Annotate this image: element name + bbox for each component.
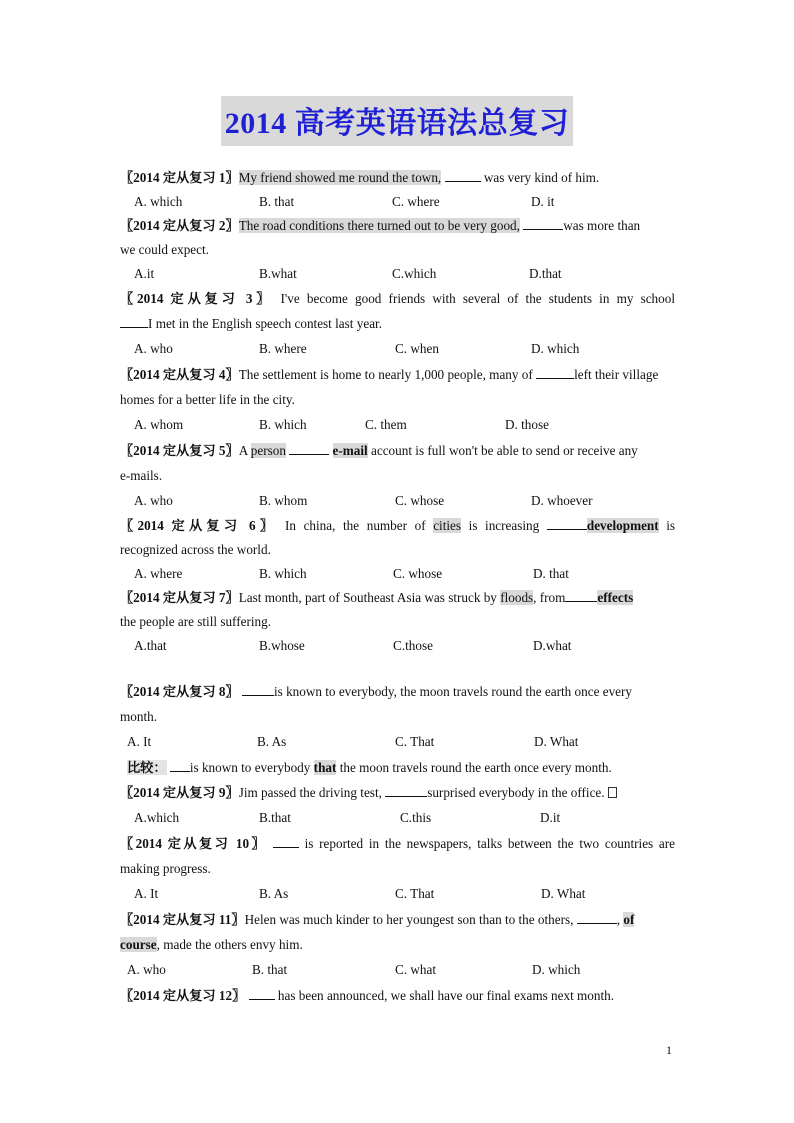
option-a: A. It <box>134 886 159 901</box>
highlight-word: floods <box>500 590 534 605</box>
question-5 <box>120 441 638 461</box>
option-d: D. which <box>532 962 581 977</box>
question-text: has been announced, we shall have our final exams next month. <box>277 988 615 1003</box>
answer-blank <box>242 683 274 696</box>
question-text: The settlement is home to nearly 1,000 people, many of <box>238 367 533 382</box>
question-text-cont <box>120 314 382 334</box>
question-text-cont: we could expect. <box>120 242 209 257</box>
option-b: B. which <box>259 417 307 432</box>
question-11: 〖2014 定从复习 11〗Helen was much kinder to her youngest son than to the others, , of <box>120 912 635 927</box>
option-d: D. whoever <box>531 493 593 508</box>
highlight-word: development <box>586 518 659 533</box>
option-c: C. whose <box>393 566 443 581</box>
answer-blank <box>547 517 587 530</box>
page-number: 1 <box>666 1043 672 1057</box>
question-tag: 〖2014 定从复习 6〗 <box>120 518 278 533</box>
answer-blank <box>120 315 148 328</box>
option-a: A. who <box>134 493 173 508</box>
question-text-cont: e-mails. <box>120 468 163 483</box>
option-b: B. that <box>252 962 288 977</box>
question-text: Helen was much kinder to her youngest son than to the others, <box>244 912 574 927</box>
question-text: The road conditions there turned out to be very good, <box>238 218 520 233</box>
answer-blank <box>249 987 275 1000</box>
option-b: B. which <box>259 566 307 581</box>
highlight-word: of <box>623 912 635 927</box>
question-text: is known to everybody, the moon travels round the earth once every <box>273 684 633 699</box>
question-8 <box>120 682 632 702</box>
option-a: A. who <box>127 962 166 977</box>
answer-blank <box>445 169 481 182</box>
question-10 <box>120 834 675 854</box>
answer-blank <box>523 217 563 230</box>
question-tag: 〖2014 定从复习 9〗 <box>120 785 239 800</box>
question-tag: 〖2014 定从复习 1〗 <box>120 170 239 185</box>
option-d: D. which <box>531 341 580 356</box>
option-b: B.that <box>259 810 291 825</box>
option-d: D. it <box>531 194 555 209</box>
option-d: D. What <box>541 886 586 901</box>
question-text: was very kind of him. <box>483 170 600 185</box>
question-2 <box>120 216 640 236</box>
highlight-word: effects <box>597 590 634 605</box>
option-d: D.that <box>529 266 562 281</box>
option-d: D. those <box>505 417 549 432</box>
question-7 <box>120 588 633 608</box>
question-text: is known to everybody <box>189 760 311 775</box>
question-text: the moon travels round the earth once every month. <box>339 760 612 775</box>
highlight-word: e-mail <box>332 443 368 458</box>
question-1 <box>120 168 599 188</box>
answer-blank <box>289 442 329 455</box>
question-text-cont: recognized across the world. <box>120 542 271 557</box>
option-b: B. that <box>259 194 295 209</box>
option-c: C. when <box>395 341 439 356</box>
question-text: surprised everybody in the office. <box>427 785 605 800</box>
option-a: A. whom <box>134 417 184 432</box>
option-c: C. where <box>392 194 440 209</box>
question-text: is increasing <box>468 518 540 533</box>
option-d: D. that <box>533 566 569 581</box>
question-text: Last month, part of Southeast Asia was struck by <box>238 590 497 605</box>
question-text: , from <box>533 590 566 605</box>
question-tag: 〖2014 定从复习 8〗 <box>120 684 239 699</box>
answer-blank <box>170 759 190 772</box>
question-text: is reported in the newspapers, talks between the two countries are <box>304 836 676 851</box>
question-text: In china, the number of <box>284 518 426 533</box>
question-text-cont <box>120 935 303 955</box>
option-b: B. whom <box>259 493 308 508</box>
answer-blank <box>577 911 617 924</box>
option-a: A. It <box>127 734 152 749</box>
question-6 <box>120 516 675 536</box>
option-b: B.whose <box>259 638 305 653</box>
question-tag: 〖2014 定从复习 5〗 <box>120 443 239 458</box>
question-3 <box>120 289 675 309</box>
option-a: A. who <box>134 341 173 356</box>
answer-blank <box>536 366 574 379</box>
option-a: A.which <box>134 810 180 825</box>
answer-blank <box>385 784 427 797</box>
option-c: C.those <box>393 638 433 653</box>
question-text: is <box>666 518 676 533</box>
question-text: left their village <box>574 367 659 382</box>
question-text: Jim passed the driving test, <box>238 785 382 800</box>
option-c: C. them <box>365 417 407 432</box>
question-text: A <box>238 443 248 458</box>
option-c: C. That <box>395 886 435 901</box>
option-b: B.what <box>259 266 297 281</box>
question-tag: 〖2014 定从复习 4〗 <box>120 367 239 382</box>
question-tag: 〖2014 定从复习 11〗 <box>120 912 245 927</box>
question-4 <box>120 365 658 385</box>
question-text: My friend showed me round the town, <box>238 170 442 185</box>
question-text-cont: homes for a better life in the city. <box>120 392 295 407</box>
question-tag: 〖2014 定从复习 10〗 <box>120 836 268 851</box>
option-c: C.this <box>400 810 432 825</box>
document-title: 2014 高考英语语法总复习 <box>0 96 794 146</box>
highlight-word: person <box>250 443 286 458</box>
question-tag: 〖2014 定从复习 2〗 <box>120 218 239 233</box>
option-b: B. As <box>259 886 289 901</box>
highlight-word: cities <box>433 518 462 533</box>
question-text-cont: the people are still suffering. <box>120 614 271 629</box>
option-d: D.what <box>533 638 572 653</box>
question-tag: 〖2014 定从复习 3〗 <box>120 291 274 306</box>
option-b: B. As <box>257 734 287 749</box>
question-tag: 〖2014 定从复习 12〗 <box>120 988 246 1003</box>
answer-blank <box>273 835 299 848</box>
compare-label: 比较： <box>127 760 167 775</box>
question-9 <box>120 783 617 803</box>
question-text-cont: making progress. <box>120 861 211 876</box>
option-a: A. which <box>134 194 183 209</box>
option-d: D.it <box>540 810 561 825</box>
compare-note <box>127 758 612 778</box>
question-text: , made the others envy him. <box>156 937 303 952</box>
option-a: A.it <box>134 266 155 281</box>
option-c: C. whose <box>395 493 445 508</box>
highlight-word: course <box>120 937 157 952</box>
question-text: I met in the English speech contest last year. <box>148 316 383 331</box>
question-tag: 〖2014 定从复习 7〗 <box>120 590 239 605</box>
option-a: A.that <box>134 638 167 653</box>
option-c: C. That <box>395 734 435 749</box>
option-c: C. what <box>395 962 437 977</box>
option-c: C.which <box>392 266 437 281</box>
question-12 <box>120 986 614 1006</box>
question-text-cont: month. <box>120 709 157 724</box>
box-icon <box>608 787 617 798</box>
option-d: D. What <box>534 734 579 749</box>
option-b: B. where <box>259 341 307 356</box>
question-text: was more than <box>563 218 641 233</box>
option-a: A. where <box>134 566 183 581</box>
question-text: I've become good friends with several of the students in my school <box>280 291 676 306</box>
highlight-word: that <box>313 760 337 775</box>
question-text: account is full won't be able to send or receive any <box>371 443 638 458</box>
answer-blank <box>565 589 597 602</box>
